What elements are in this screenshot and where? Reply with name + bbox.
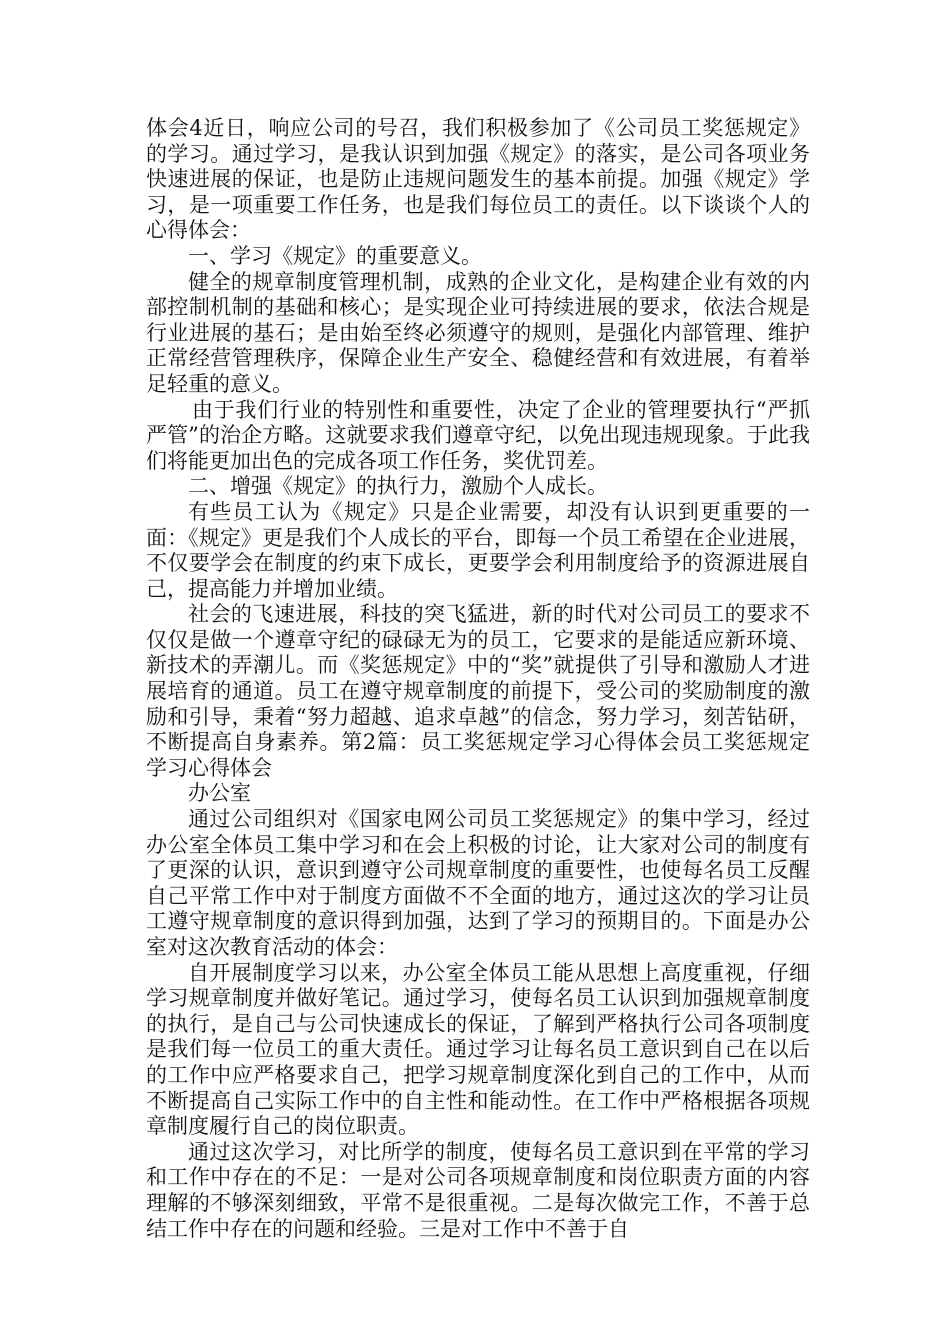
section-heading-1: 一、学习《规定》的重要意义。 [188,243,482,268]
paragraph: 通过这次学习，对比所学的制度，使每名员工意识到在平常的学习和工作中存在的不足：一是对公司各项规章制度和岗位职责方面的内容理解的不够深刻细致，平常不是很重视。二是每次做完工作，不善于总结工作中存在的问题和经验。三是对工作中不善于自 [146,1139,810,1241]
section-heading-2: 二、增强《规定》的执行力，激励个人成长。 [188,474,608,499]
paragraph: 通过公司组织对《国家电网公司员工奖惩规定》的集中学习，经过办公室全体员工集中学习和在会上积极的讨论，让大家对公司的制度有了更深的认识，意识到遵守公司规章制度的重要性，也使每名员工反醒自己平常工作中对于制度方面做不不全面的地方，通过这次的学习让员工遵守规章制度的意识得到加强，达到了学习的预期目的。下面是办公室对这次教育活动的体会： [146,807,810,959]
paragraph: 社会的飞速进展，科技的突飞猛进，新的时代对公司员工的要求不仅仅是做一个遵章守纪的碌碌无为的员工，它要求的是能适应新环境、新技术的弄潮儿。而《奖惩规定》中的“奖”就提供了引导和激励人才进展培育的通道。员工在遵守规章制度的前提下，受公司的奖励制度的激励和引导，秉着“努力超越、追求卓越”的信念，努力学习，刻苦钻研，不断提高自身素养。第2篇：员工奖惩规定学习心得体会员工奖惩规定学习心得体会 [146,602,810,780]
paragraph: 由于我们行业的特别性和重要性，决定了企业的管理要执行“严抓严管”的治企方略。这就要求我们遵章守纪，以免出现违规现象。于此我们将能更加出色的完成各项工作任务，奖优罚差。 [146,397,810,473]
document-body [146,116,810,1242]
paragraph: 健全的规章制度管理机制，成熟的企业文化，是构建企业有效的内部控制机制的基础和核心；是实现企业可持续进展的要求，依法合规是行业进展的基石；是由始至终必须遵守的规则，是强化内部管理、维护正常经营管理秩序，保障企业生产安全、稳健经营和有效进展，有着举足轻重的意义。 [146,269,810,396]
paragraph: 有些员工认为《规定》只是企业需要，却没有认识到更重要的一面：《规定》更是我们个人成长的平台，即每一个员工希望在企业进展，不仅要学会在制度的约束下成长，更要学会利用制度给予的资源进展自己，提高能力并增加业绩。 [146,499,810,601]
department-heading: 办公室 [188,781,251,806]
paragraph-intro: 体会4近日，响应公司的号召，我们积极参加了《公司员工奖惩规定》的学习。通过学习，是我认识到加强《规定》的落实，是公司各项业务快速进展的保证，也是防止违规问题发生的基本前提。加强《规定》学习，是一项重要工作任务，也是我们每位员工的责任。以下谈谈个人的心得体会： [146,116,810,243]
paragraph: 自开展制度学习以来，办公室全体员工能从思想上高度重视，仔细学习规章制度并做好笔记。通过学习，使每名员工认识到加强规章制度的执行，是自己与公司快速成长的保证，了解到严格执行公司各项制度是我们每一位员工的重大责任。通过学习让每名员工意识到自己在以后的工作中应严格要求自己，把学习规章制度深化到自己的工作中，从而不断提高自己实际工作中的自主性和能动性。在工作中严格根据各项规章制度履行自己的岗位职责。 [146,960,810,1139]
